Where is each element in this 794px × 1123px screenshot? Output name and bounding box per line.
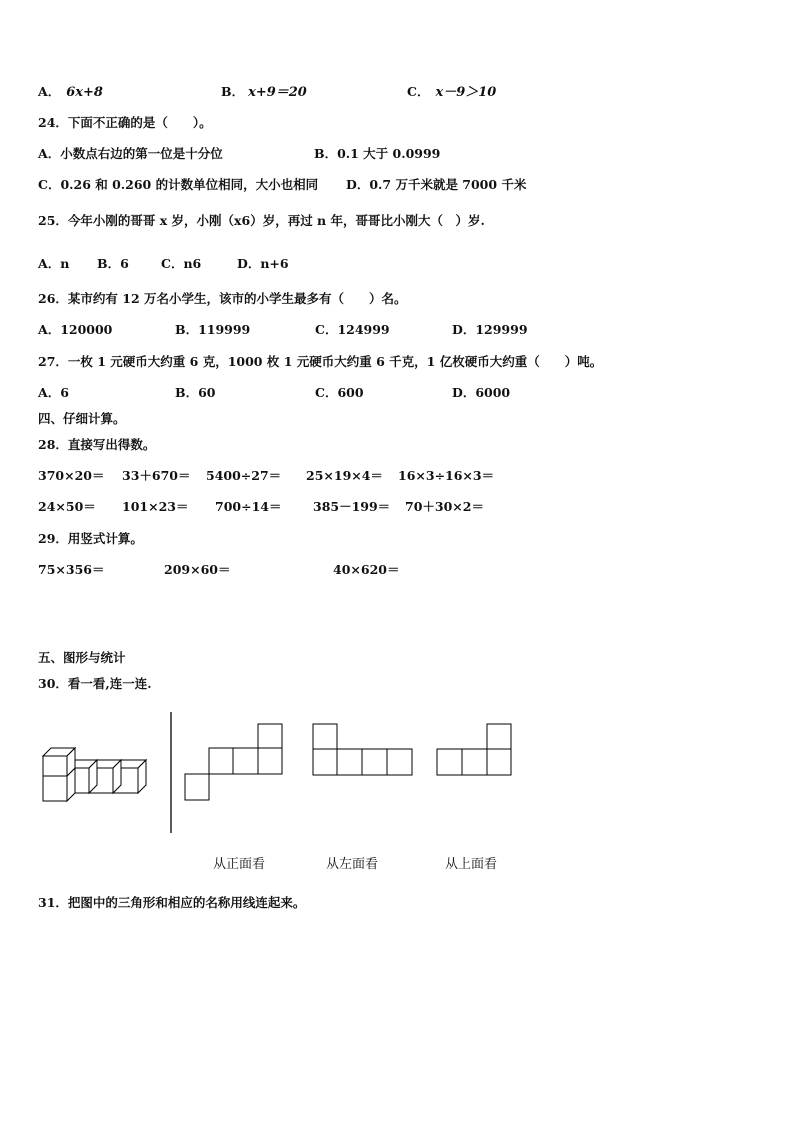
q31-stem: 31．把图中的三角形和相应的名称用线连起来。 [38, 895, 306, 910]
q24-option-a: A．小数点右边的第一位是十分位 [38, 146, 223, 161]
q24-stem: 24．下面不正确的是（ ）。 [38, 115, 212, 130]
q28-r1-c3: 5400÷27＝ [206, 468, 282, 483]
q25-option-a: A．n [38, 256, 70, 271]
q26-stem: 26．某市约有 12 万名小学生，该市的小学生最多有（ ）名。 [38, 291, 407, 306]
isometric-cube-figure [43, 748, 146, 801]
view-option-2 [313, 724, 412, 775]
q26-option-c: C．124999 [315, 322, 390, 337]
q27-option-d: D．6000 [452, 385, 511, 400]
q28-r1-c2: 33＋670＝ [122, 468, 191, 483]
q25-option-c: C．n6 [161, 256, 202, 271]
q25-option-d: D．n+6 [237, 256, 289, 271]
q23-option-c-letter: C． [407, 84, 430, 99]
q24-option-b: B．0.1 大于 0.0999 [314, 146, 441, 161]
q29-stem: 29．用竖式计算。 [38, 531, 143, 546]
q28-r1-c5: 16×3÷16×3＝ [398, 468, 495, 483]
q28-r1-c1: 370×20＝ [38, 468, 105, 483]
q28-r2-c3: 700÷14＝ [215, 499, 282, 514]
q23-option-b-letter: B． [221, 84, 245, 99]
q23-option-c-expr: x－9＞10 [435, 85, 497, 100]
q28-r2-c5: 70＋30×2＝ [405, 499, 484, 514]
view-option-3 [437, 724, 511, 775]
view-label-left: 从左面看 [326, 857, 379, 872]
q26-option-d: D．129999 [452, 322, 528, 337]
cube-left-top [43, 748, 75, 776]
q28-r1-c4: 25×19×4＝ [306, 468, 383, 483]
q24-option-d: D．0.7 万千米就是 7000 千米 [346, 177, 527, 192]
q27-option-a: A．6 [38, 385, 69, 400]
q28-r2-c2: 101×23＝ [122, 499, 189, 514]
q23-option-a-expr: 6x+8 [66, 85, 103, 100]
q25-option-b: B．6 [97, 256, 129, 271]
q28-r2-c4: 385－199＝ [313, 499, 391, 514]
q28-stem: 28．直接写出得数。 [38, 437, 156, 452]
view-label-front: 从正面看 [213, 857, 266, 872]
q28-r2-c1: 24×50＝ [38, 499, 96, 514]
view-option-1 [185, 724, 282, 800]
q27-option-c: C．600 [315, 385, 364, 400]
q30-stem: 30．看一看,连一连. [38, 676, 152, 691]
q29-item-3: 40×620＝ [333, 562, 400, 577]
view-label-top: 从上面看 [445, 857, 498, 872]
section-5-heading: 五、图形与统计 [38, 650, 126, 665]
q23-option-b-expr: x+9＝20 [248, 85, 307, 100]
q24-option-c: C．0.26 和 0.260 的计数单位相同，大小也相同 [38, 177, 319, 192]
q29-item-1: 75×356＝ [38, 562, 105, 577]
q27-stem: 27．一枚 1 元硬币大约重 6 克，1000 枚 1 元硬币大约重 6 千克，1 亿枚硬币大约重（ ）吨。 [38, 354, 603, 369]
q26-option-b: B．119999 [175, 322, 251, 337]
q23-option-a-letter: A． [38, 84, 61, 99]
section-4-heading: 四、仔细计算。 [38, 411, 126, 426]
q26-option-a: A．120000 [38, 322, 113, 337]
q27-option-b: B．60 [175, 385, 216, 400]
q29-item-2: 209×60＝ [164, 562, 231, 577]
q25-stem: 25．今年小刚的哥哥 x 岁，小刚（x6）岁，再过 n 年，哥哥比小刚大（ ）岁. [38, 213, 485, 228]
